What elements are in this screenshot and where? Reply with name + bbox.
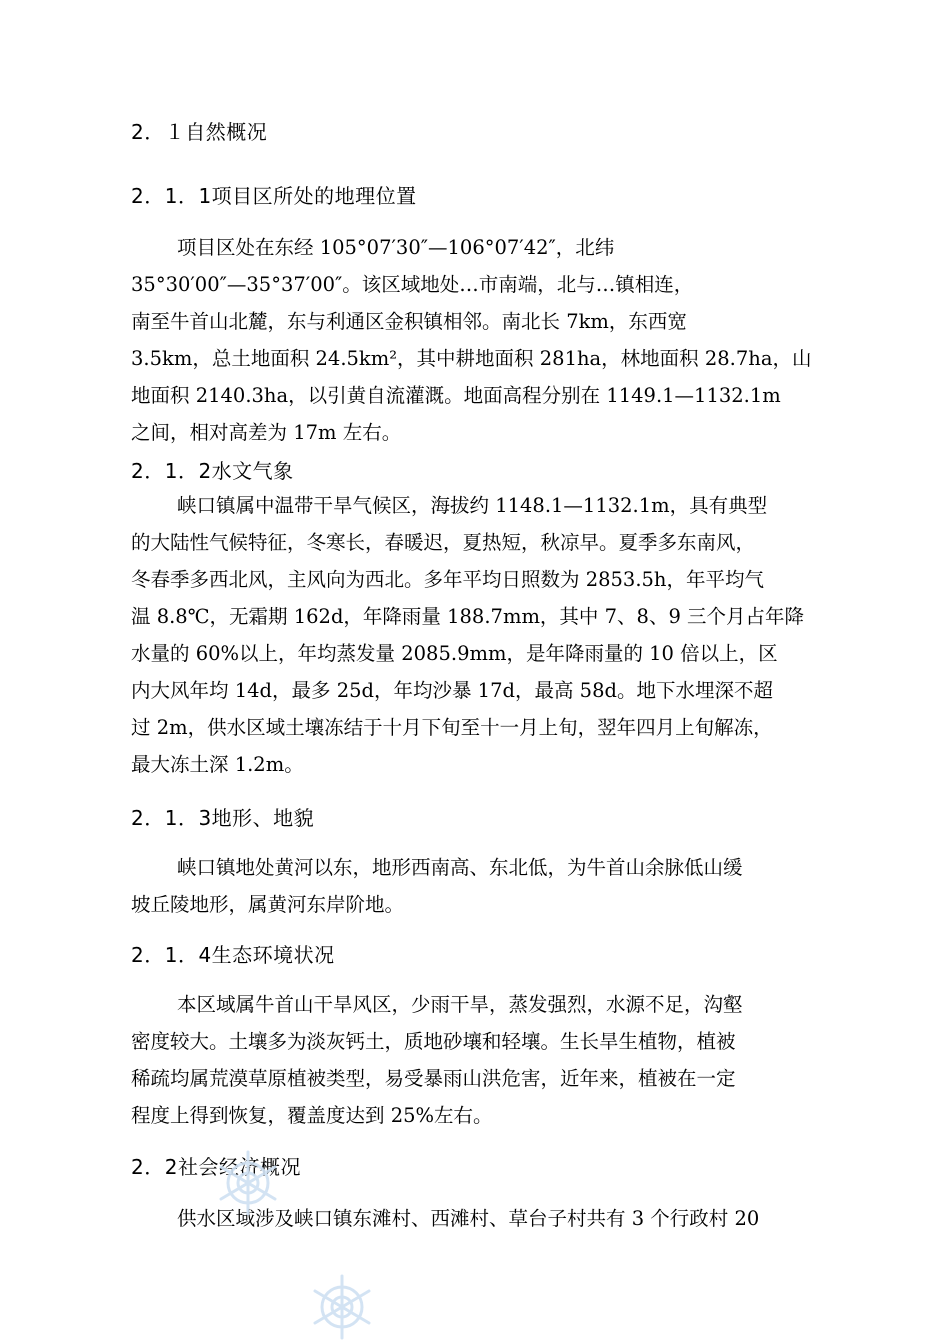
subsection-heading-terrain: 2．1．3地形、地貌 bbox=[131, 806, 315, 830]
subsection-heading-hydro-climate: 2．1．2水文气象 bbox=[131, 459, 294, 483]
paragraph-line: 内大风年均 14d，最多 25d，年均沙暴 17d，最高 58d。地下水埋深不超 bbox=[131, 679, 773, 702]
paragraph-line: 密度较大。土壤多为淡灰钙土，质地砂壤和轻壤。生长旱生植物，植被 bbox=[131, 1030, 736, 1053]
paragraph-line: 南至牛首山北麓，东与利通区金积镇相邻。南北长 7km，东西宽 bbox=[131, 310, 687, 333]
paragraph-line: 程度上得到恢复，覆盖度达到 25%左右。 bbox=[131, 1104, 493, 1127]
subsection-heading-geo-location: 2．1．1项目区所处的地理位置 bbox=[131, 184, 417, 208]
paragraph-line: 的大陆性气候特征，冬寒长，春暖迟，夏热短，秋凉早。夏季多东南风， bbox=[131, 531, 756, 554]
paragraph-line: 峡口镇地处黄河以东，地形西南高、东北低，为牛首山余脉低山缓 bbox=[177, 856, 743, 879]
paragraph-line: 坡丘陵地形，属黄河东岸阶地。 bbox=[131, 893, 405, 916]
paragraph-line: 供水区域涉及峡口镇东滩村、西滩村、草台子村共有 3 个行政村 20 bbox=[177, 1207, 760, 1230]
paragraph-line: 项目区处在东经 105°07′30″—106°07′42″，北纬 bbox=[177, 236, 615, 259]
snowflake-watermark-icon bbox=[307, 1272, 377, 1342]
paragraph-line: 3.5km，总土地面积 24.5km²，其中耕地面积 281ha，林地面积 28.7ha，山 bbox=[131, 347, 812, 370]
snowflake-watermark-icon bbox=[213, 1148, 283, 1218]
paragraph-line: 本区域属牛首山干旱风区，少雨干旱，蒸发强烈，水源不足，沟壑 bbox=[177, 993, 743, 1016]
paragraph-line: 地面积 2140.3ha，以引黄自流灌溉。地面高程分别在 1149.1—1132.1m bbox=[131, 384, 781, 407]
paragraph-line: 过 2m，供水区域土壤冻结于十月下旬至十一月上旬，翌年四月上旬解冻， bbox=[131, 716, 773, 739]
paragraph-line: 最大冻土深 1.2m。 bbox=[131, 753, 304, 776]
section-heading-socioeconomic: 2．2社会经济概况 bbox=[131, 1155, 301, 1179]
paragraph-line: 水量的 60%以上，年均蒸发量 2085.9mm，是年降雨量的 10 倍以上，区 bbox=[131, 642, 778, 665]
paragraph-line: 35°30′00″—35°37′00″。该区域地处…市南端，北与…镇相连， bbox=[131, 273, 694, 296]
paragraph-line: 之间，相对高差为 17m 左右。 bbox=[131, 421, 402, 444]
subsection-heading-ecology: 2．1．4生态环境状况 bbox=[131, 943, 335, 967]
paragraph-line: 稀疏均属荒漠草原植被类型，易受暴雨山洪危害，近年来，植被在一定 bbox=[131, 1067, 736, 1090]
paragraph-line: 温 8.8℃，无霜期 162d，年降雨量 188.7mm，其中 7、8、9 三个月占年降 bbox=[131, 605, 805, 628]
paragraph-line: 冬春季多西北风，主风向为西北。多年平均日照数为 2853.5h，年平均气 bbox=[131, 568, 764, 591]
paragraph-line: 峡口镇属中温带干旱气候区，海拔约 1148.1—1132.1m，具有典型 bbox=[177, 494, 768, 517]
section-heading-natural-overview: 2．１自然概况 bbox=[131, 120, 268, 144]
